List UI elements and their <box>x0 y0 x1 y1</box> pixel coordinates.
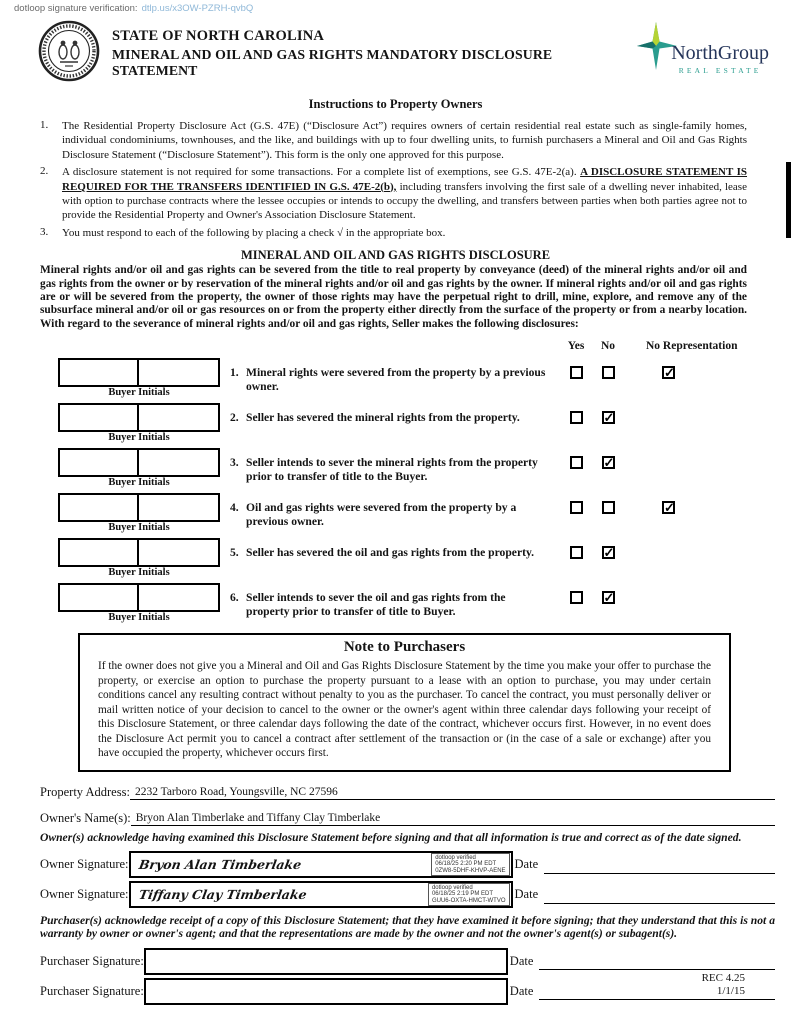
statement-number: 3. <box>230 456 239 470</box>
instruction-item-2 <box>40 165 747 223</box>
no-checkbox[interactable] <box>602 411 615 424</box>
disclosure-intro: Mineral rights and/or oil and gas rights can be severed from the title to real property by conveyance (deed) of the mineral rights and/or oil and gas rights from the owner or by reservation of the mineral rights and/or oil and gas rights by the owner. If mineral rights and/or oil and gas rights are or will be severed from the property, the owner of those rights may have the perpetual right to drill, mine, explore, and remove any of the subsurface mineral and/or oil or gas resources on or from the property either directly from the surface of the property or from a nearby location. With regard to the severance of mineral rights and/or oil and gas rights, Seller makes the following disclosures: <box>40 264 747 330</box>
yes-checkbox-cell <box>560 534 592 578</box>
disclosure-row <box>58 579 767 623</box>
buyer-initials-box[interactable] <box>139 358 220 387</box>
purchaser-signature-row <box>40 947 775 975</box>
buyer-initials-block <box>58 534 230 578</box>
no-checkbox[interactable] <box>602 456 615 469</box>
dotloop-verified-stamp <box>431 853 509 877</box>
yes-checkbox-cell <box>560 399 592 443</box>
no-representation-checkbox-cell <box>624 579 767 623</box>
disclosure-statement <box>230 534 560 578</box>
date-label: Date <box>514 887 539 902</box>
statement-text: Seller has severed the mineral rights from the property. <box>246 411 520 425</box>
statement-number: 2. <box>230 411 239 425</box>
buyer-initials-label: Buyer Initials <box>108 612 170 624</box>
purchaser-signature-rows <box>0 941 791 1005</box>
date-field-line[interactable] <box>539 952 775 970</box>
buyer-initials-box[interactable] <box>139 493 220 522</box>
item2-emphasis: A DISCLOSURE STATEMENT IS REQUIRED FOR THE TRANSFERS IDENTIFIED IN G.S. 47E-2(b), <box>62 166 748 193</box>
owner-signature-label: Owner Signature: <box>40 887 129 902</box>
disclosure-statement <box>230 489 560 533</box>
buyer-initials-block <box>58 399 230 443</box>
buyer-initials-box[interactable] <box>58 583 139 612</box>
verification-link[interactable]: dtlp.us/x3OW-PZRH-qvbQ <box>141 3 254 14</box>
owner-signature-script: Bryon Alan Timberlake <box>137 857 303 873</box>
disclosure-row <box>58 489 767 533</box>
disclosure-statement <box>230 354 560 398</box>
buyer-initials-pair <box>58 493 220 522</box>
buyer-initials-label: Buyer Initials <box>108 477 170 489</box>
owner-signature-box[interactable] <box>129 881 513 908</box>
stamp-line: dotloop verified <box>431 884 473 891</box>
statement-number: 5. <box>230 546 239 560</box>
yes-checkbox-cell <box>560 444 592 488</box>
buyer-initials-box[interactable] <box>58 448 139 477</box>
brokerage-tagline: REAL ESTATE <box>678 66 762 75</box>
statement-text: Mineral rights were severed from the property by a previous owner. <box>246 366 546 394</box>
purchaser-signature-box[interactable] <box>144 978 508 1005</box>
buyer-initials-label: Buyer Initials <box>108 387 170 399</box>
brokerage-name: NorthGroup <box>671 42 769 64</box>
item-text <box>62 165 747 223</box>
owners-name-line <box>0 811 791 826</box>
no-checkbox[interactable] <box>602 591 615 604</box>
no-representation-checkbox[interactable] <box>662 501 675 514</box>
statement-number: 6. <box>230 591 239 605</box>
disclosure-heading: MINERAL AND OIL AND GAS RIGHTS DISCLOSURE <box>240 248 551 263</box>
answer-columns-header <box>0 340 791 352</box>
disclosure-statement <box>230 579 560 623</box>
nc-commission-seal-icon <box>38 20 100 87</box>
yes-checkbox[interactable] <box>570 501 583 514</box>
stamp-line: 0ZW8-5DHF-KHVP-AENE <box>435 867 506 874</box>
instructions-heading: Instructions to Property Owners <box>308 97 483 111</box>
note-to-purchasers-box <box>78 633 731 772</box>
no-representation-checkbox-cell <box>624 399 767 443</box>
purchaser-signature-label: Purchaser Signature: <box>40 983 144 998</box>
no-checkbox-cell <box>592 354 624 398</box>
disclosure-statement <box>230 399 560 443</box>
buyer-initials-box[interactable] <box>139 448 220 477</box>
no-checkbox[interactable] <box>602 501 615 514</box>
instruction-item-1 <box>40 119 747 162</box>
owners-name-label: Owner's Name(s): <box>40 810 131 825</box>
buyer-initials-block <box>58 489 230 533</box>
item-number: 2. <box>40 165 49 178</box>
note-title: Note to Purchasers <box>343 639 466 656</box>
item-number: 1. <box>40 119 49 131</box>
owner-signature-row <box>40 881 775 909</box>
statement-number: 4. <box>230 501 239 515</box>
property-address-label: Property Address: <box>40 784 130 799</box>
yes-checkbox-cell <box>560 354 592 398</box>
owner-signature-rows <box>0 845 791 909</box>
item-text: The Residential Property Disclosure Act (G.S. 47E) (“Disclosure Act”) requires owners of certain residential real estate such as single-family homes, individual condominiums, townhouses, and the like, and buildings with up to four dwelling units, to furnish purchasers a Mineral and Oil and Gas Rights Disclosure Statement (“Disclosure Statement”). This form is the only one approved for this purpose. <box>62 120 747 161</box>
instructions-list <box>0 112 791 240</box>
purchaser-signature-label: Purchaser Signature: <box>40 953 144 968</box>
yes-checkbox[interactable] <box>570 456 583 469</box>
buyer-initials-block <box>58 444 230 488</box>
no-checkbox-cell <box>592 489 624 533</box>
statement-number: 1. <box>230 366 239 380</box>
statement-text: Seller has severed the oil and gas rights from the property. <box>246 546 535 560</box>
stamp-line: 06/18/25 2:19 PM EDT <box>431 891 494 898</box>
item-text: You must respond to each of the following by placing a check √ in the appropriate box. <box>62 226 446 239</box>
yes-checkbox[interactable] <box>570 366 583 379</box>
statement-text: Seller intends to sever the mineral rights from the property prior to transfer of title to the Buyer. <box>246 456 538 484</box>
date-field-line[interactable] <box>544 856 775 874</box>
buyer-initials-box[interactable] <box>58 538 139 567</box>
item2-post: including transfers involving the first sale of a dwelling never inhabited, lease with option to purchase contracts where the lessee occupies or intends to occupy the dwelling, and transfers between parties when both parties agree not to provide the Residential Property and Owner's Association Disclosure Statement. <box>62 180 747 222</box>
yes-checkbox[interactable] <box>570 546 583 559</box>
form-number: REC 4.25 <box>701 972 745 984</box>
instruction-item-3 <box>40 226 747 240</box>
brokerage-name-block <box>671 42 769 75</box>
document-title-block <box>112 28 633 79</box>
disclosure-row <box>58 444 767 488</box>
purchaser-acknowledgment: Purchaser(s) acknowledge receipt of a copy of this Disclosure Statement; that they have examined it before signing; that they understand that this is not a warranty by owner or owner's agent; and that the representations are made by the owner and not the owner's agent(s) or subagent(s). <box>40 913 775 941</box>
property-address-value[interactable]: 2232 Tarboro Road, Youngsville, NC 27596 <box>130 786 775 800</box>
buyer-initials-block <box>58 579 230 623</box>
buyer-initials-label: Buyer Initials <box>108 522 170 534</box>
buyer-initials-block <box>58 354 230 398</box>
no-representation-checkbox[interactable] <box>662 366 675 379</box>
buyer-initials-pair <box>58 358 220 387</box>
owner-signature-box[interactable] <box>129 851 513 878</box>
buyer-initials-box[interactable] <box>58 493 139 522</box>
statement-text: Seller intends to sever the oil and gas rights from the property prior to transfer of title to Buyer. <box>246 591 506 619</box>
form-title: MINERAL AND OIL AND GAS RIGHTS MANDATORY DISCLOSURE STATEMENT <box>112 47 553 78</box>
owner-signature-label: Owner Signature: <box>40 857 129 872</box>
no-checkbox[interactable] <box>602 366 615 379</box>
buyer-initials-pair <box>58 583 220 612</box>
form-date: 1/1/15 <box>716 985 745 997</box>
buyer-initials-pair <box>58 403 220 432</box>
no-representation-checkbox-cell <box>624 489 767 533</box>
item2-pre: A disclosure statement is not required for some transactions. For a complete list of exemptions, see G.S. 47E-2(a). <box>62 166 581 179</box>
no-checkbox-cell <box>592 399 624 443</box>
state-title: STATE OF NORTH CAROLINA <box>112 28 325 44</box>
buyer-initials-box[interactable] <box>58 403 139 432</box>
owner-signature-row <box>40 851 775 879</box>
owners-name-value[interactable]: Bryon Alan Timberlake and Tiffany Clay Timberlake <box>131 812 775 826</box>
purchaser-signature-row <box>40 977 775 1005</box>
date-field-line[interactable] <box>544 886 775 904</box>
stamp-line: dotloop verified <box>435 854 476 861</box>
no-checkbox-cell <box>592 534 624 578</box>
buyer-initials-pair <box>58 538 220 567</box>
no-checkbox-cell <box>592 444 624 488</box>
statement-text: Oil and gas rights were severed from the property by a previous owner. <box>246 501 517 529</box>
stamp-line: 06/18/25 2:20 PM EDT <box>435 861 497 868</box>
date-label: Date <box>509 983 534 998</box>
disclosure-row <box>58 354 767 398</box>
dotloop-verified-stamp <box>428 883 510 907</box>
disclosure-row <box>58 534 767 578</box>
owner-acknowledgment: Owner(s) acknowledge having examined this Disclosure Statement before signing and that all information is true and correct as of the date signed. <box>40 830 742 844</box>
buyer-initials-box[interactable] <box>139 583 220 612</box>
yes-checkbox[interactable] <box>570 591 583 604</box>
buyer-initials-box[interactable] <box>58 358 139 387</box>
purchaser-signature-box[interactable] <box>144 948 508 975</box>
column-norep-label: No Representation <box>646 340 738 353</box>
buyer-initials-label: Buyer Initials <box>108 432 170 444</box>
buyer-initials-label: Buyer Initials <box>108 567 170 579</box>
buyer-initials-box[interactable] <box>139 538 220 567</box>
yes-checkbox[interactable] <box>570 411 583 424</box>
no-checkbox-cell <box>592 579 624 623</box>
date-label: Date <box>514 857 539 872</box>
yes-checkbox-cell <box>560 489 592 533</box>
no-representation-checkbox-cell <box>624 444 767 488</box>
buyer-initials-pair <box>58 448 220 477</box>
verification-bar <box>14 3 253 14</box>
disclosure-statement <box>230 444 560 488</box>
date-label: Date <box>509 953 534 968</box>
column-no-label: No <box>600 340 616 353</box>
item-number: 3. <box>40 225 49 238</box>
disclosure-row <box>58 399 767 443</box>
no-checkbox[interactable] <box>602 546 615 559</box>
column-yes-label: Yes <box>567 340 585 353</box>
verification-label: dotloop signature verification: <box>14 3 138 14</box>
property-address-line <box>0 785 791 800</box>
no-representation-checkbox-cell <box>624 534 767 578</box>
disclosure-rows <box>0 352 791 623</box>
stamp-line: GUU6-OXTA-HMCT-WTVO <box>431 897 506 904</box>
brokerage-logo <box>633 20 769 77</box>
form-footer <box>702 972 745 998</box>
yes-checkbox-cell <box>560 579 592 623</box>
no-representation-checkbox-cell <box>624 354 767 398</box>
scan-artifact-strip <box>786 162 791 238</box>
buyer-initials-box[interactable] <box>139 403 220 432</box>
note-body: If the owner does not give you a Mineral and Oil and Gas Rights Disclosure Statement by the time you make your offer to purchase the property, or exercise an option to purchase the property pursuant to a lease with an option to purchase, you may under certain conditions cancel any resulting contract without penalty to you as the purchaser. To cancel the contract, you must personally deliver or mail written notice of your decision to cancel to the owner or the owner's agent within three calendar days following your receipt of this Disclosure Statement, or three calendar days following the date of the contract, whichever occurs first. However, in no event does the Disclosure Act permit you to cancel a contract after settlement of the transaction or (in the case of a sale or exchange) after you have occupied the property, whichever occurs first. <box>98 660 711 760</box>
owner-signature-script: Tiffany Clay Timberlake <box>137 887 308 903</box>
